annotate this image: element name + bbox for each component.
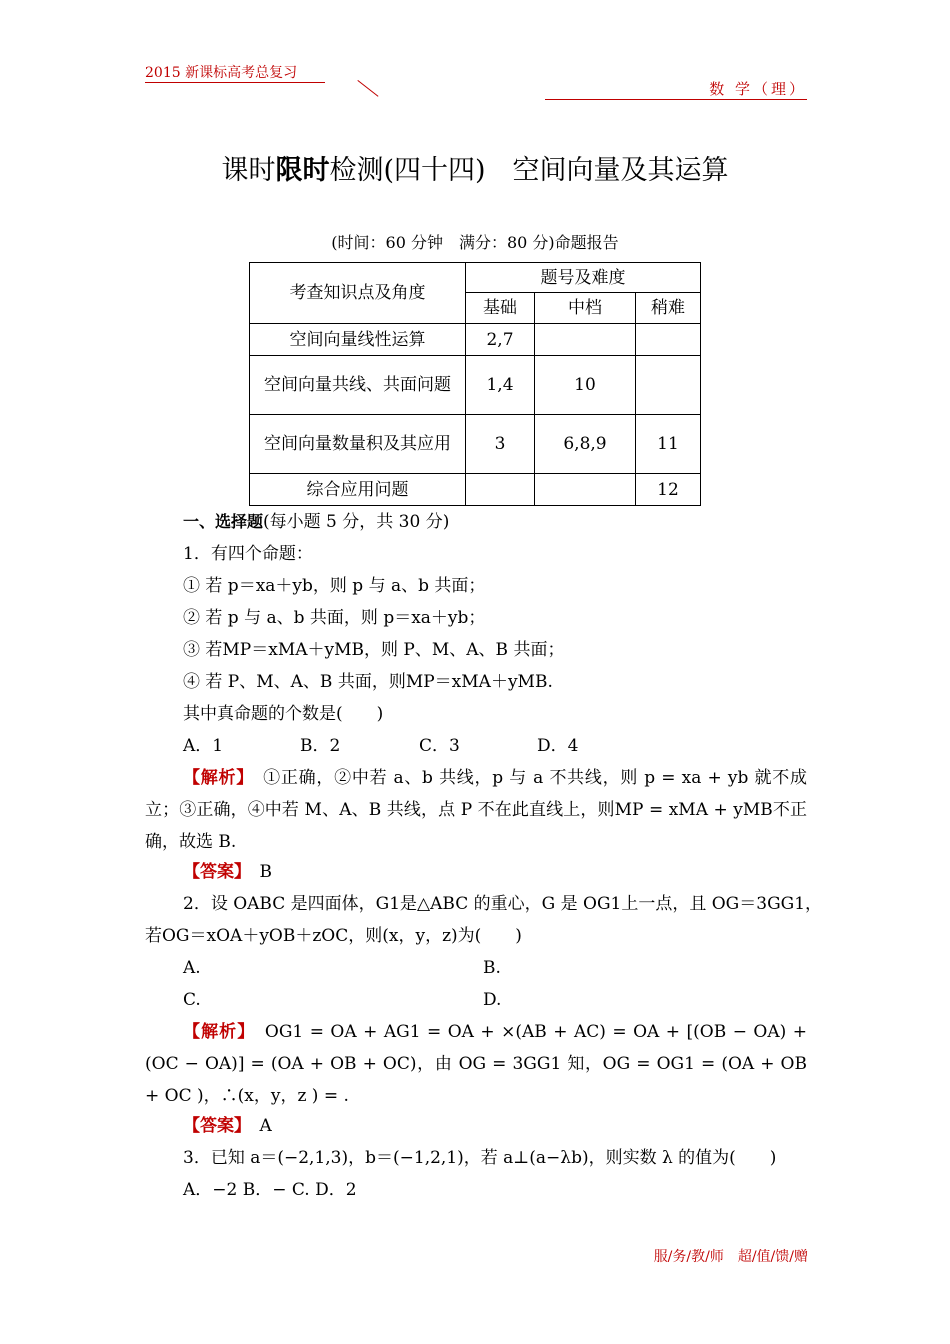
q2-option-a: A.: [183, 958, 201, 978]
title-part3: 检测(四十四) 空间向量及其运算: [329, 155, 729, 186]
table-row: [250, 324, 701, 356]
header-divider: [357, 80, 378, 97]
table-row: [250, 415, 701, 474]
report-table: [249, 262, 701, 506]
table-cell: 11: [636, 415, 701, 474]
q3-line1: 3．已知 a＝(−2,1,3)，b＝(−1,2,1)，若 a⊥(a−λb)，则实数 λ 的值为( ): [183, 1148, 777, 1168]
table-cell: 6,8,9: [535, 415, 636, 474]
table-cell: 10: [535, 356, 636, 415]
q1-option-a: A．1: [183, 736, 224, 756]
table-cell: 空间向量线性运算: [250, 324, 466, 356]
q1-option-d: D．4: [537, 736, 579, 756]
table-cell: 3: [466, 415, 535, 474]
table-cell: 综合应用问题: [250, 474, 466, 506]
q2-line2: 若OG＝xOA＋yOB＋zOC，则(x，y，z)为( ): [145, 926, 522, 946]
table-header-basic: 基础: [466, 293, 535, 324]
page-title: [0, 148, 950, 187]
table-cell: 1,4: [466, 356, 535, 415]
q2-option-b: B.: [483, 958, 501, 978]
table-header-group: 题号及难度: [466, 263, 701, 293]
title-part1: 课时: [221, 155, 276, 186]
q1-proposition-2: ② 若 p 与 a、b 共面，则 p＝xa＋yb；: [183, 608, 486, 628]
table-header-topic: 考查知识点及角度: [250, 263, 466, 324]
q3-options: A．−2 B．− C. D．2: [183, 1180, 357, 1200]
table-header-mid: 中档: [535, 293, 636, 324]
q1-answer: 【答案】 B: [183, 862, 272, 882]
footer-slogan: 服/务/教/师 超/值/馈/赠: [653, 1249, 808, 1265]
table-header-hard: 稍难: [636, 293, 701, 324]
q2-analysis: 【解析】 OG1 = OA + AG1 = OA + ×(AB + AC) = OA + [(OB − OA) + (OC − OA)] = (OA + OB + OC)，由 OG = 3GG1 知，OG = OG1 = (OA + OB + OC )，∴(x，y，z ) = .: [145, 1022, 808, 1106]
table-cell: 空间向量共线、共面问题: [250, 356, 466, 415]
table-cell: [636, 324, 701, 356]
header-left: 2015 新课标高考总复习: [145, 62, 325, 83]
q1-ask: 其中真命题的个数是( ): [183, 704, 384, 724]
table-cell: [636, 356, 701, 415]
table-cell: 12: [636, 474, 701, 506]
table-row: [250, 356, 701, 415]
table-cell: [535, 324, 636, 356]
q1-proposition-4: ④ 若 P、M、A、B 共面，则MP＝xMA＋yMB.: [183, 672, 553, 692]
title-part2: 限时: [275, 155, 330, 186]
header-right: 数 学（理）: [545, 78, 807, 100]
table-cell: 空间向量数量积及其应用: [250, 415, 466, 474]
table-row: [250, 474, 701, 506]
section-heading: 一、选择题(每小题 5 分，共 30 分): [183, 512, 450, 532]
q2-answer: 【答案】 A: [183, 1116, 272, 1136]
table-cell: [466, 474, 535, 506]
subtitle: (时间：60 分钟 满分：80 分)命题报告: [331, 233, 619, 252]
table-cell: [535, 474, 636, 506]
q2-option-d: D.: [483, 990, 502, 1010]
q2-option-c: C.: [183, 990, 201, 1010]
q1-option-c: C．3: [419, 736, 460, 756]
q1-analysis: 【解析】 ①正确，②中若 a、b 共线，p 与 a 不共线，则 p = xa + yb 就不成立；③正确，④中若 M、A、B 共线，点 P 不在此直线上，则MP = xMA + yMB不正确，故选 B.: [145, 768, 807, 852]
q1-proposition-1: ① 若 p＝xa＋yb，则 p 与 a、b 共面；: [183, 576, 486, 596]
table-cell: 2,7: [466, 324, 535, 356]
q2-line1: 2．设 OABC 是四面体，G1是△ABC 的重心，G 是 OG1上一点，且 OG＝3GG1，: [183, 894, 823, 914]
q1-proposition-3: ③ 若MP＝xMA＋yMB，则 P、M、A、B 共面；: [183, 640, 565, 660]
q1-stem: 1．有四个命题：: [183, 544, 313, 564]
q1-option-b: B．2: [300, 736, 341, 756]
